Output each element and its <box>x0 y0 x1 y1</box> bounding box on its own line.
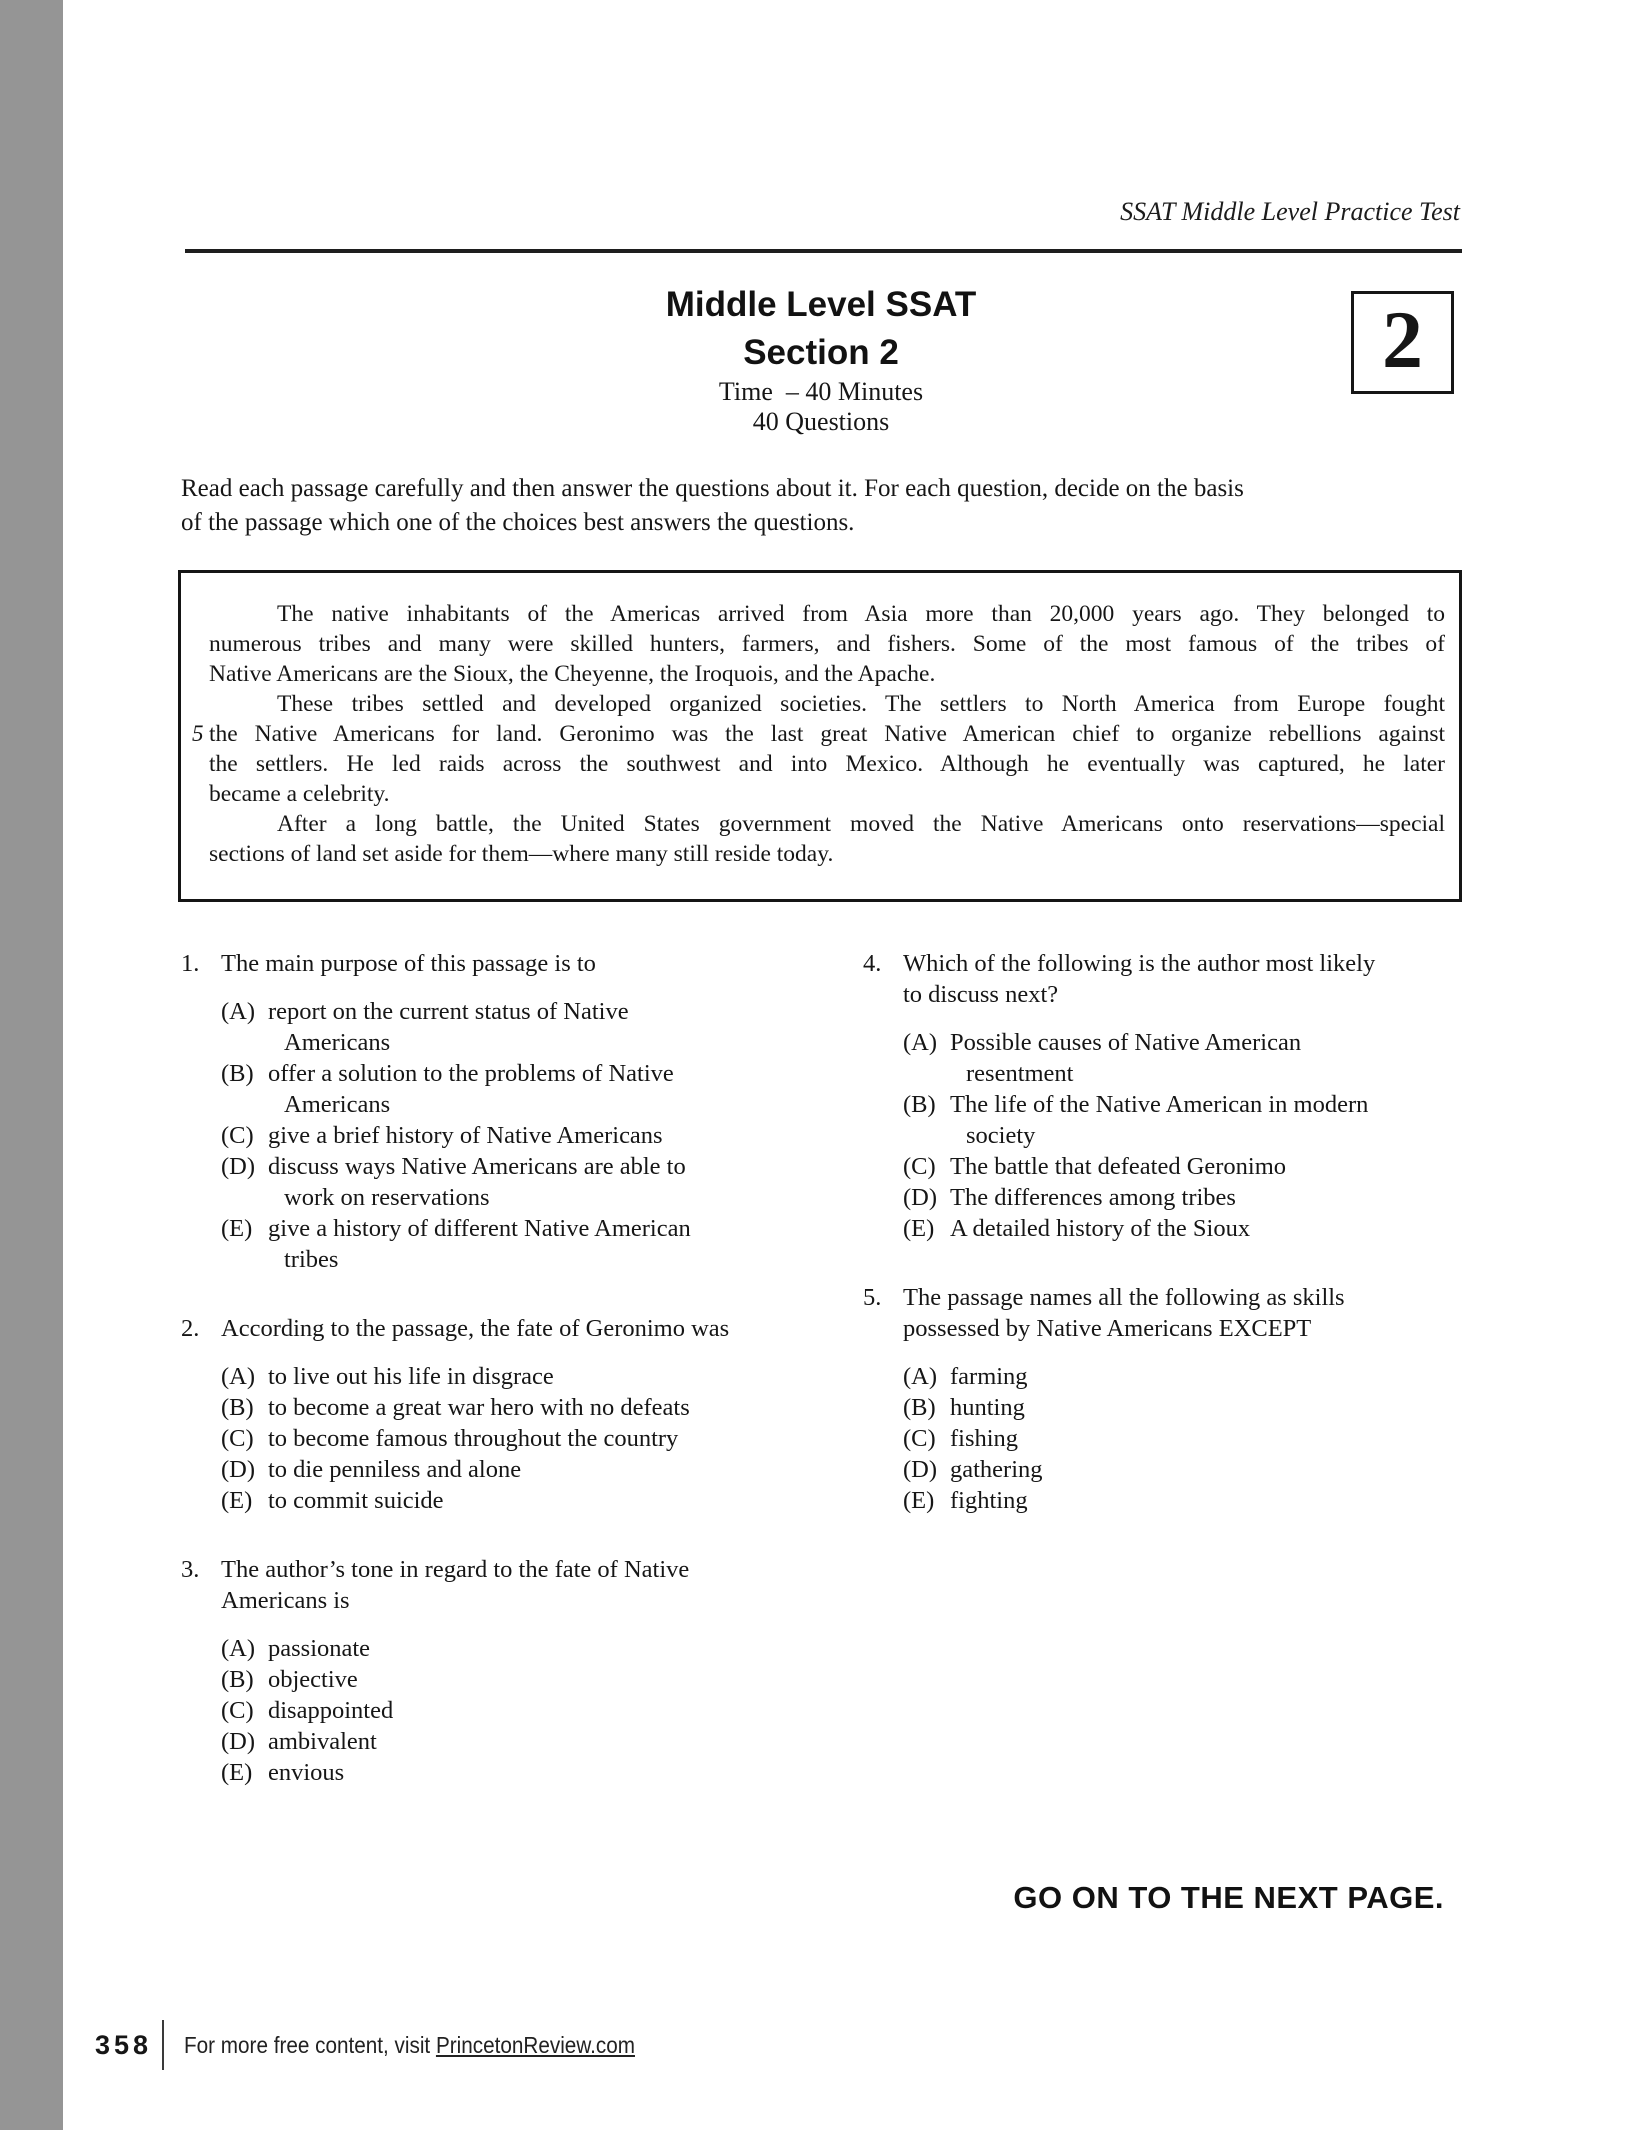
answer-choices <box>903 1361 1463 1516</box>
footer-note-text: For more free content, visit <box>184 2031 437 2058</box>
choice-text <box>268 1213 823 1275</box>
choice-label: (A) <box>903 1363 938 1390</box>
question-stem-line: Americans is <box>221 1587 350 1614</box>
choice-label: (E) <box>903 1215 935 1242</box>
answer-choice <box>903 1151 1463 1182</box>
question-number: 3. <box>181 1556 200 1583</box>
choice-label: (B) <box>221 1060 254 1087</box>
passage-line-text: These tribes settled and developed organized societies. The settlers to North America from Europe fought <box>277 691 1445 717</box>
choice-text-line: Americans <box>284 1029 391 1056</box>
choice-text <box>268 1485 823 1516</box>
choice-text <box>950 1454 1463 1485</box>
choice-text <box>268 1058 823 1120</box>
choice-text-line: to become famous throughout the country <box>268 1425 679 1452</box>
choice-text-line: The differences among tribes <box>950 1184 1236 1211</box>
passage-line-text: became a celebrity. <box>209 781 390 807</box>
passage-line <box>209 629 1445 659</box>
choice-text <box>950 1213 1463 1244</box>
choice-text <box>950 1089 1463 1151</box>
choice-text-line: farming <box>950 1363 1028 1390</box>
question-stem-line: The passage names all the following as skills <box>903 1284 1345 1311</box>
choice-text <box>268 1392 823 1423</box>
answer-choice <box>903 1392 1463 1423</box>
choice-text <box>268 1757 823 1788</box>
passage-line-text: sections of land set aside for them—where many still reside today. <box>209 841 834 867</box>
passage-line-text: Native Americans are the Sioux, the Cheyenne, the Iroquois, and the Apache. <box>209 661 936 687</box>
choice-text-line: give a history of different Native American <box>268 1215 691 1242</box>
passage-line-text: numerous tribes and many were skilled hunters, farmers, and fishers. Some of the most famous of the tribes of <box>209 631 1445 657</box>
choice-label: (A) <box>221 998 256 1025</box>
choice-label: (B) <box>221 1394 254 1421</box>
choice-label: (D) <box>903 1456 938 1483</box>
choice-text-line: envious <box>268 1759 345 1786</box>
footer-link: PrincetonReview.com <box>436 2031 636 2058</box>
choice-text-line: Possible causes of Native American <box>950 1029 1302 1056</box>
choice-text-line: to become a great war hero with no defeats <box>268 1394 690 1421</box>
passage-line <box>209 839 1445 869</box>
answer-choice <box>221 1423 823 1454</box>
answer-choice <box>903 1361 1463 1392</box>
section-number: 2 <box>1382 293 1423 385</box>
question-stem <box>221 1313 823 1344</box>
choice-label: (E) <box>221 1215 253 1242</box>
choice-text <box>268 1664 823 1695</box>
answer-choice <box>903 1454 1463 1485</box>
question-stem-line: According to the passage, the fate of Geronimo was <box>221 1315 730 1342</box>
answer-choice <box>221 1726 823 1757</box>
answer-choice <box>221 1695 823 1726</box>
passage-line <box>209 749 1445 779</box>
choice-label: (B) <box>221 1666 254 1693</box>
passage-box <box>178 570 1462 902</box>
header-rule <box>185 249 1462 253</box>
question-stem <box>221 1554 823 1616</box>
passage-line-text: After a long battle, the United States government moved the Native Americans onto reservations—special <box>277 811 1445 837</box>
question-stem <box>221 948 823 979</box>
question-stem-line: Which of the following is the author most likely <box>903 950 1376 977</box>
instructions-line: Read each passage carefully and then answer the questions about it. For each question, decide on the basis <box>181 475 1244 502</box>
passage-line <box>209 779 1445 809</box>
instructions-line: of the passage which one of the choices best answers the questions. <box>181 509 855 536</box>
choice-label: (C) <box>221 1425 254 1452</box>
choice-label: (A) <box>221 1635 256 1662</box>
choice-text-line: discuss ways Native Americans are able to <box>268 1153 686 1180</box>
question-number: 1. <box>181 950 200 977</box>
choice-text <box>268 1151 823 1213</box>
choice-text <box>268 1423 823 1454</box>
choice-label: (D) <box>903 1184 938 1211</box>
question <box>863 1282 1463 1516</box>
choice-text <box>950 1423 1463 1454</box>
footer-divider <box>162 2020 164 2070</box>
choice-label: (A) <box>903 1029 938 1056</box>
choice-label: (B) <box>903 1091 936 1118</box>
choice-text-line: give a brief history of Native Americans <box>268 1122 663 1149</box>
answer-choice <box>221 996 823 1058</box>
question-stem-line: The main purpose of this passage is to <box>221 950 596 977</box>
choice-text-line: resentment <box>966 1060 1074 1087</box>
question-number: 4. <box>863 950 882 977</box>
choice-label: (B) <box>903 1394 936 1421</box>
question-stem <box>903 948 1463 1010</box>
answer-choices <box>221 996 823 1275</box>
passage-line <box>209 599 1445 629</box>
go-on-instruction: GO ON TO THE NEXT PAGE. <box>1013 1880 1444 1915</box>
question-stem-line: The author’s tone in regard to the fate of Native <box>221 1556 690 1583</box>
choice-label: (C) <box>221 1697 254 1724</box>
choice-label: (C) <box>903 1153 936 1180</box>
choice-text <box>950 1151 1463 1182</box>
choice-text-line: to commit suicide <box>268 1487 444 1514</box>
choice-text-line: The life of the Native American in modern <box>950 1091 1369 1118</box>
answer-choice <box>221 1361 823 1392</box>
choice-text-line: report on the current status of Native <box>268 998 629 1025</box>
section-title: Section 2 <box>743 333 899 372</box>
answer-choice <box>903 1182 1463 1213</box>
passage-line <box>209 659 1445 689</box>
answer-choice <box>221 1120 823 1151</box>
answer-choice <box>903 1213 1463 1244</box>
question <box>181 1554 823 1788</box>
choice-label: (D) <box>221 1456 256 1483</box>
question <box>863 948 1463 1244</box>
choice-text <box>268 1633 823 1664</box>
running-header: SSAT Middle Level Practice Test <box>1120 197 1460 226</box>
choice-label: (A) <box>221 1363 256 1390</box>
question <box>181 1313 823 1516</box>
choice-text <box>950 1361 1463 1392</box>
answer-choices <box>221 1361 823 1516</box>
choice-text-line: fighting <box>950 1487 1028 1514</box>
choice-label: (E) <box>221 1759 253 1786</box>
choice-text-line: disappointed <box>268 1697 394 1724</box>
questions-column-left <box>181 948 823 1826</box>
answer-choice <box>903 1485 1463 1516</box>
choice-text-line: to die penniless and alone <box>268 1456 522 1483</box>
answer-choice <box>221 1058 823 1120</box>
choice-text <box>268 996 823 1058</box>
choice-label: (C) <box>221 1122 254 1149</box>
question-body <box>903 1282 1463 1516</box>
passage-line-number: 5 <box>192 721 204 746</box>
choice-text-line: to live out his life in disgrace <box>268 1363 554 1390</box>
choice-text-line: hunting <box>950 1394 1025 1421</box>
answer-choice <box>903 1027 1463 1089</box>
answer-choice <box>221 1485 823 1516</box>
answer-choices <box>221 1633 823 1788</box>
test-title: Middle Level SSAT <box>665 285 977 324</box>
choice-text <box>950 1182 1463 1213</box>
answer-choice <box>903 1089 1463 1151</box>
choice-label: (E) <box>221 1487 253 1514</box>
answer-choice <box>221 1757 823 1788</box>
choice-text <box>268 1726 823 1757</box>
time-limit: Time – 40 Minutes <box>718 377 924 406</box>
choice-text-line: objective <box>268 1666 358 1693</box>
choice-text <box>268 1454 823 1485</box>
question-body <box>221 1554 823 1788</box>
answer-choice <box>221 1633 823 1664</box>
question-stem <box>903 1282 1463 1344</box>
answer-choice <box>221 1454 823 1485</box>
passage-line-text: The native inhabitants of the Americas arrived from Asia more than 20,000 years ago. They belonged to <box>277 601 1445 627</box>
page-number: 358 <box>95 2029 153 2060</box>
question-stem-line: possessed by Native Americans EXCEPT <box>903 1315 1312 1342</box>
passage-line-text: the Native Americans for land. Geronimo was the last great Native American chief to organize rebellions against <box>209 721 1445 747</box>
choice-text-line: The battle that defeated Geronimo <box>950 1153 1287 1180</box>
choice-label: (E) <box>903 1487 935 1514</box>
choice-text-line: fishing <box>950 1425 1019 1452</box>
choice-label: (D) <box>221 1728 256 1755</box>
question-number: 5. <box>863 1284 882 1311</box>
section-number-box <box>1351 291 1454 394</box>
question-stem-line: to discuss next? <box>903 981 1059 1008</box>
choice-text-line: work on reservations <box>284 1184 490 1211</box>
passage-line-text: the settlers. He led raids across the southwest and into Mexico. Although he eventually was captured, he later <box>209 751 1445 777</box>
questions-column-right <box>863 948 1463 1554</box>
question <box>181 948 823 1275</box>
title-block <box>180 281 1462 437</box>
choice-text-line: A detailed history of the Sioux <box>950 1215 1251 1242</box>
page-spine-gray-bar <box>0 0 63 2130</box>
choice-label: (D) <box>221 1153 256 1180</box>
answer-choice <box>903 1423 1463 1454</box>
choice-text <box>950 1485 1463 1516</box>
choice-text-line: passionate <box>268 1635 371 1662</box>
choice-text <box>950 1027 1463 1089</box>
instructions <box>181 472 1461 540</box>
choice-label: (C) <box>903 1425 936 1452</box>
question-count: 40 Questions <box>752 407 890 436</box>
choice-text-line: tribes <box>284 1246 339 1273</box>
question-body <box>221 1313 823 1516</box>
passage-line <box>192 719 1445 749</box>
answer-choice <box>221 1664 823 1695</box>
choice-text <box>268 1120 823 1151</box>
answer-choices <box>903 1027 1463 1244</box>
question-body <box>903 948 1463 1244</box>
choice-text-line: ambivalent <box>268 1728 377 1755</box>
answer-choice <box>221 1213 823 1275</box>
choice-text <box>950 1392 1463 1423</box>
page-footer <box>95 2018 685 2072</box>
passage-line <box>209 689 1445 719</box>
answer-choice <box>221 1392 823 1423</box>
question-number: 2. <box>181 1315 200 1342</box>
choice-text <box>268 1695 823 1726</box>
choice-text-line: society <box>966 1122 1036 1149</box>
choice-text-line: offer a solution to the problems of Native <box>268 1060 674 1087</box>
footer-note <box>184 2032 635 2059</box>
choice-text-line: gathering <box>950 1456 1043 1483</box>
question-body <box>221 948 823 1275</box>
passage-line <box>209 809 1445 839</box>
answer-choice <box>221 1151 823 1213</box>
choice-text-line: Americans <box>284 1091 391 1118</box>
choice-text <box>268 1361 823 1392</box>
